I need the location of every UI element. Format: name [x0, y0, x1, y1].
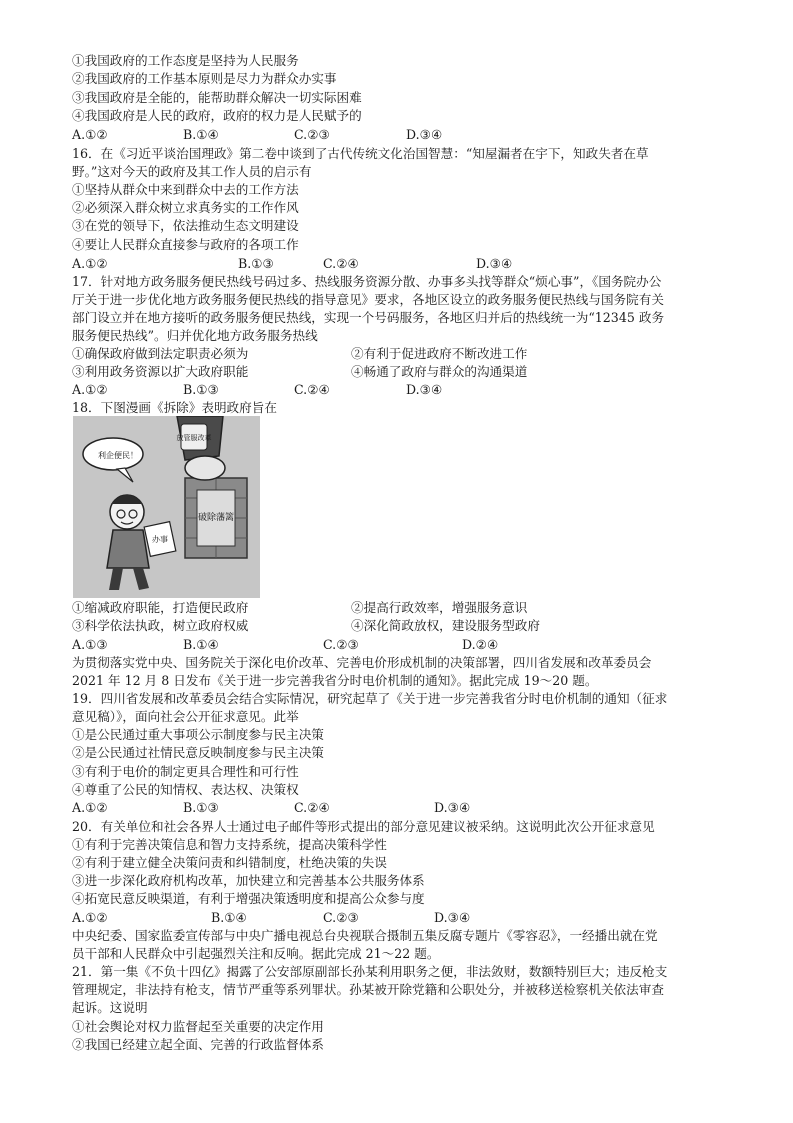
cartoon-wall-text: 破除藩篱 — [197, 513, 235, 523]
q20-option-a: A.①② — [72, 910, 108, 925]
q21-stem-line-1: 21．第一集《不负十四亿》揭露了公安部原副部长孙某利用职务之便，非法敛财，数额特别巨大；违反枪支 — [72, 964, 668, 979]
cartoon-doc-text: 办事 — [152, 535, 168, 544]
q19-option-b: B.①③ — [183, 800, 219, 815]
q18-option-d: D.②④ — [462, 637, 499, 652]
q16-option-b: B.①③ — [238, 256, 274, 271]
q18-option-b: B.①④ — [183, 637, 219, 652]
material-1-line-1: 为贯彻落实党中央、国务院关于深化电价改革、完善电价形成机制的决策部署，四川省发展和改革委员会 — [72, 655, 652, 670]
q17-option-b: B.①③ — [183, 382, 219, 397]
q15-option-b: B.①④ — [183, 127, 219, 142]
q15-item-3: ③我国政府是全能的，能帮助群众解决一切实际困难 — [72, 90, 362, 105]
q21-stem-line-2: 管理规定，非法持有枪支，情节严重等系列罪状。孙某被开除党籍和公职处分，并被移送检察机关依法审查 — [72, 982, 664, 997]
q17-item-1: ①确保政府做到法定职责必须为 — [72, 346, 249, 361]
q19-option-d: D.③④ — [434, 800, 471, 815]
material-2-line-2: 员干部和人民群众中引起强烈关注和反响。据此完成 21～22 题。 — [72, 946, 440, 961]
material-1-line-2: 2021 年 12 月 8 日发布《关于进一步完善我省分时电价机制的通知》。据此完成 19～20 题。 — [72, 673, 598, 688]
q17-item-4: ④畅通了政府与群众的沟通渠道 — [351, 364, 528, 379]
q20-option-c: C.②③ — [323, 910, 359, 925]
q15-option-d: D.③④ — [406, 127, 443, 142]
cartoon-bubble-text: 利企便民！ — [98, 451, 138, 460]
cartoon-drawing — [73, 416, 260, 598]
q17-item-3: ③利用政务资源以扩大政府职能 — [72, 364, 249, 379]
q16-option-c: C.②④ — [323, 256, 359, 271]
q20-item-3: ③进一步深化政府机构改革，加快建立和完善基本公共服务体系 — [72, 873, 425, 888]
q19-item-1: ①是公民通过重大事项公示制度参与民主决策 — [72, 727, 324, 742]
q19-item-3: ③有利于电价的制定更具合理性和可行性 — [72, 764, 299, 779]
q18-stem: 18．下图漫画《拆除》表明政府旨在 — [72, 400, 277, 415]
q15-item-4: ④我国政府是人民的政府，政府的权力是人民赋予的 — [72, 108, 362, 123]
q18-item-4: ④深化简政放权，建设服务型政府 — [351, 618, 540, 633]
q16-item-2: ②必须深入群众树立求真务实的工作作风 — [72, 200, 299, 215]
q21-item-1: ①社会舆论对权力监督起至关重要的决定作用 — [72, 1019, 324, 1034]
q20-option-d: D.③④ — [434, 910, 471, 925]
q16-stem-line-2: 野。”这对今天的政府及其工作人员的启示有 — [72, 164, 312, 179]
q17-option-a: A.①② — [72, 382, 108, 397]
q17-option-d: D.③④ — [406, 382, 443, 397]
q17-stem-line-2: 厅关于进一步优化地方政务服务便民热线的指导意见》要求，各地区设立的政务服务便民热线与国务院有关 — [72, 292, 664, 307]
q17-stem-line-1: 17．针对地方政务服务便民热线号码过多、热线服务资源分散、办事多头找等群众“烦心事”，《国务院办公 — [72, 274, 662, 289]
q15-item-1: ①我国政府的工作态度是坚持为人民服务 — [72, 53, 299, 68]
q20-item-1: ①有利于完善决策信息和智力支持系统，提高决策科学性 — [72, 837, 387, 852]
q18-option-c: C.②③ — [323, 637, 359, 652]
q20-item-2: ②有利于建立健全决策问责和纠错制度，杜绝决策的失误 — [72, 855, 387, 870]
q21-stem-line-3: 起诉。这说明 — [72, 1000, 148, 1015]
q18-item-3: ③科学依法执政，树立政府权威 — [72, 618, 249, 633]
q16-option-a: A.①② — [72, 256, 108, 271]
q16-item-4: ④要让人民群众直接参与政府的各项工作 — [72, 237, 299, 252]
q17-item-2: ②有利于促进政府不断改进工作 — [351, 346, 528, 361]
q19-option-a: A.①② — [72, 800, 108, 815]
q19-item-2: ②是公民通过社情民意反映制度参与民主决策 — [72, 745, 324, 760]
q15-option-a: A.①② — [72, 127, 108, 142]
q16-option-d: D.③④ — [476, 256, 513, 271]
q19-stem-line-1: 19．四川省发展和改革委员会结合实际情况，研究起草了《关于进一步完善我省分时电价机制的通知（征求 — [72, 691, 668, 706]
cartoon-sign-text: 放管服改革 — [176, 434, 212, 442]
q17-option-c: C.②④ — [294, 382, 330, 397]
q18-item-2: ②提高行政效率，增强服务意识 — [351, 600, 528, 615]
q20-stem: 20．有关单位和社会各界人士通过电子邮件等形式提出的部分意见建议被采纳。这说明此次公开征求意见 — [72, 819, 655, 834]
q18-option-a: A.①③ — [72, 637, 108, 652]
q19-item-4: ④尊重了公民的知情权、表达权、决策权 — [72, 782, 299, 797]
q18-item-1: ①缩减政府职能，打造便民政府 — [72, 600, 249, 615]
q19-stem-line-2: 意见稿）》，面向社会公开征求意见。此举 — [72, 709, 299, 724]
material-2-line-1: 中央纪委、国家监委宣传部与中央广播电视总台央视联合摄制五集反腐专题片《零容忍》，一经播出就在党 — [72, 928, 658, 943]
q15-option-c: C.②③ — [294, 127, 330, 142]
q16-stem-line-1: 16．在《习近平谈治国理政》第二卷中谈到了古代传统文化治国智慧：“知屋漏者在宇下，知政失者在草 — [72, 146, 649, 161]
q16-item-3: ③在党的领导下，依法推动生态文明建设 — [72, 218, 299, 233]
q19-option-c: C.②④ — [294, 800, 330, 815]
cartoon-image — [73, 416, 260, 598]
q20-item-4: ④拓宽民意反映渠道，有利于增强决策透明度和提高公众参与度 — [72, 891, 425, 906]
q21-item-2: ②我国已经建立起全面、完善的行政监督体系 — [72, 1037, 324, 1052]
q16-item-1: ①坚持从群众中来到群众中去的工作方法 — [72, 182, 299, 197]
q17-stem-line-3: 部门设立并在地方接听的政务服务便民热线，实现一个号码服务，各地区归并后的热线统一为“12345 政务 — [72, 310, 665, 325]
q20-option-b: B.①④ — [211, 910, 247, 925]
q15-item-2: ②我国政府的工作基本原则是尽力为群众办实事 — [72, 71, 337, 86]
q17-stem-line-4: 服务便民热线”。归并优化地方政务服务热线 — [72, 328, 318, 343]
